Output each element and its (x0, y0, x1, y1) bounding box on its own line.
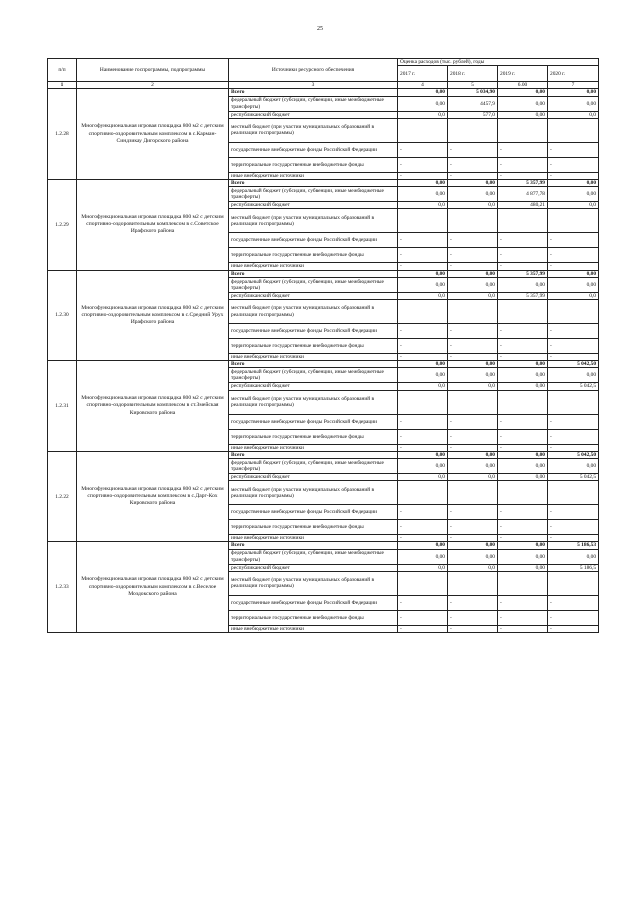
value-cell: - (498, 535, 548, 542)
row-number: 1.2.30 (48, 270, 77, 361)
source-label: государственные внебюджетные фонды Российской Федерации (229, 142, 398, 157)
value-cell (398, 300, 448, 324)
value-cell (448, 390, 498, 414)
value-cell: - (548, 414, 599, 429)
index-cell: 1 (48, 82, 77, 89)
value-cell: - (398, 339, 448, 354)
source-label: государственные внебюджетные фонды Российской Федерации (229, 324, 398, 339)
index-cell: 4 (398, 82, 448, 89)
value-cell (548, 300, 599, 324)
header-year: 2019 г. (498, 66, 548, 82)
value-cell: - (448, 610, 498, 625)
value-cell (498, 481, 548, 505)
value-cell: 0,00 (398, 542, 448, 549)
value-cell: - (498, 505, 548, 520)
source-label: республиканский бюджет (229, 111, 398, 118)
source-label: местный бюджет (при участии муниципальных образований в реализации госпрограммы) (229, 118, 398, 142)
project-name: Многофункциональная игровая площадка 800 м2 с детским спортивно-оздоровительным комплексом в с.Веселое Моздокского района (77, 542, 229, 633)
value-cell (398, 390, 448, 414)
value-cell: - (448, 429, 498, 444)
value-cell: 0,0 (398, 111, 448, 118)
value-cell: - (398, 263, 448, 270)
value-cell: 5 357,99 (498, 180, 548, 187)
value-cell: - (398, 595, 448, 610)
value-cell (498, 571, 548, 595)
value-cell: 5 042,5 (548, 383, 599, 390)
value-cell: 0,00 (398, 361, 448, 368)
value-cell: - (548, 444, 599, 451)
value-cell: - (448, 233, 498, 248)
value-cell: - (448, 444, 498, 451)
value-cell: - (548, 142, 599, 157)
value-cell: 0,00 (398, 96, 448, 111)
value-cell: - (548, 157, 599, 172)
value-cell: 0,00 (498, 277, 548, 292)
source-label: государственные внебюджетные фонды Российской Федерации (229, 595, 398, 610)
source-label: федеральный бюджет (субсидии, субвенции, иные межбюджетные трансферты) (229, 187, 398, 202)
page-number: 25 (317, 26, 323, 32)
value-cell: 0,0 (398, 474, 448, 481)
value-cell: 0,00 (498, 383, 548, 390)
source-label: государственные внебюджетные фонды Российской Федерации (229, 505, 398, 520)
value-cell: - (398, 610, 448, 625)
source-label: Всего (229, 89, 398, 96)
value-cell (448, 118, 498, 142)
value-cell: 0,0 (448, 292, 498, 299)
row-number: 1.2.28 (48, 89, 77, 180)
value-cell: - (498, 248, 548, 263)
project-name: Многофункциональная игровая площадка 800 м2 с детским спортивно-оздоровительным комплексом в с.Карман-Синдзикау Дигорского района (77, 89, 229, 180)
value-cell: 5 186,5 (548, 564, 599, 571)
index-cell: 6.00 (498, 82, 548, 89)
value-cell: 0,0 (448, 202, 498, 209)
value-cell: 0,00 (398, 549, 448, 564)
value-cell: 0,0 (548, 292, 599, 299)
value-cell: - (498, 324, 548, 339)
value-cell: - (448, 520, 498, 535)
value-cell: - (448, 505, 498, 520)
value-cell: 0,00 (398, 89, 448, 96)
value-cell (548, 118, 599, 142)
value-cell: 0,00 (498, 459, 548, 474)
source-label: местный бюджет (при участии муниципальных образований в реализации госпрограммы) (229, 300, 398, 324)
source-label: иные внебюджетные источники (229, 625, 398, 632)
value-cell: 0,00 (548, 459, 599, 474)
value-cell: 0,00 (398, 451, 448, 458)
source-label: Всего (229, 451, 398, 458)
value-cell: 5 042,50 (548, 361, 599, 368)
value-cell: 0,00 (448, 187, 498, 202)
source-label: иные внебюджетные источники (229, 263, 398, 270)
value-cell: 0,00 (498, 361, 548, 368)
source-label: территориальные государственные внебюджетные фонды (229, 520, 398, 535)
value-cell: 4457,9 (448, 96, 498, 111)
value-cell: 0,0 (548, 202, 599, 209)
value-cell: 0,00 (498, 96, 548, 111)
value-cell (398, 209, 448, 233)
value-cell: - (448, 248, 498, 263)
project-name: Многофункциональная игровая площадка 800 м2 с детским спортивно-оздоровительным комплексом в с.Советское Ирафского района (77, 180, 229, 271)
table-row (48, 451, 599, 458)
value-cell: 0,00 (448, 451, 498, 458)
value-cell: - (498, 625, 548, 632)
value-cell: 0,00 (498, 474, 548, 481)
project-name: Многофункциональная игровая площадка 800 м2 с детским спортивно-оздоровительным комплексом в с.Средний Урух Ирафского района (77, 270, 229, 361)
value-cell: - (498, 339, 548, 354)
source-label: федеральный бюджет (субсидии, субвенции, иные межбюджетные трансферты) (229, 96, 398, 111)
value-cell: - (498, 595, 548, 610)
header-source: Источники ресурсного обеспечения (229, 59, 398, 82)
value-cell: - (548, 354, 599, 361)
value-cell: - (398, 172, 448, 179)
index-cell: 7 (548, 82, 599, 89)
value-cell: 0,00 (448, 542, 498, 549)
value-cell: 5 034,90 (448, 89, 498, 96)
value-cell: 0,00 (498, 111, 548, 118)
value-cell: - (398, 625, 448, 632)
source-label: иные внебюджетные источники (229, 354, 398, 361)
table-row (48, 542, 599, 549)
source-label: республиканский бюджет (229, 202, 398, 209)
value-cell: 0,00 (398, 368, 448, 383)
value-cell: 577,0 (448, 111, 498, 118)
project-name: Многофункциональная игровая площадка 800 м2 с детским спортивно-оздоровительным комплексом в ст.Змейская Кировского района (77, 361, 229, 452)
value-cell: 0,00 (548, 96, 599, 111)
value-cell: 0,0 (398, 292, 448, 299)
value-cell: 0,00 (398, 187, 448, 202)
source-label: территориальные государственные внебюджетные фонды (229, 248, 398, 263)
value-cell: - (398, 157, 448, 172)
value-cell: 0,0 (398, 564, 448, 571)
index-cell: 3 (229, 82, 398, 89)
value-cell: 0,00 (548, 180, 599, 187)
source-label: иные внебюджетные источники (229, 172, 398, 179)
value-cell: 0,00 (498, 368, 548, 383)
value-cell (498, 118, 548, 142)
table-row (48, 180, 599, 187)
value-cell: - (498, 157, 548, 172)
source-label: территориальные государственные внебюджетные фонды (229, 610, 398, 625)
source-label: федеральный бюджет (субсидии, субвенции, иные межбюджетные трансферты) (229, 459, 398, 474)
value-cell: - (448, 535, 498, 542)
row-number: 1.2.33 (48, 542, 77, 633)
value-cell: 5 357,99 (498, 270, 548, 277)
value-cell: 0,0 (398, 202, 448, 209)
source-label: территориальные государственные внебюджетные фонды (229, 429, 398, 444)
value-cell: 4 877,78 (498, 187, 548, 202)
row-number: 1.2.29 (48, 180, 77, 271)
value-cell (448, 571, 498, 595)
value-cell: 0,0 (448, 383, 498, 390)
value-cell: - (548, 172, 599, 179)
source-label: государственные внебюджетные фонды Российской Федерации (229, 233, 398, 248)
header-num: п/п (48, 59, 77, 82)
value-cell: 0,00 (448, 270, 498, 277)
table-row (48, 89, 599, 96)
value-cell (498, 209, 548, 233)
source-label: местный бюджет (при участии муниципальных образований в реализации госпрограммы) (229, 571, 398, 595)
project-name: Многофункциональная игровая площадка 800 м2 с детским спортивно-оздоровительным комплексом в с.Дарг-Кох Кировского района (77, 451, 229, 542)
value-cell: - (448, 339, 498, 354)
value-cell: 0,00 (548, 187, 599, 202)
value-cell: 0,00 (448, 368, 498, 383)
value-cell (548, 481, 599, 505)
value-cell: - (548, 339, 599, 354)
header-name: Наименование госпрограммы, подпрограммы (77, 59, 229, 82)
index-cell: 2 (77, 82, 229, 89)
value-cell: - (498, 429, 548, 444)
value-cell: - (398, 520, 448, 535)
value-cell: 0,00 (448, 180, 498, 187)
table-body (48, 89, 599, 633)
value-cell: - (398, 142, 448, 157)
value-cell: - (398, 248, 448, 263)
value-cell: 5 042,50 (548, 451, 599, 458)
row-number: 1.2.22 (48, 451, 77, 542)
source-label: Всего (229, 180, 398, 187)
value-cell: - (398, 233, 448, 248)
source-label: федеральный бюджет (субсидии, субвенции, иные межбюджетные трансферты) (229, 277, 398, 292)
table-row (48, 270, 599, 277)
value-cell: - (448, 172, 498, 179)
value-cell: - (548, 610, 599, 625)
source-label: республиканский бюджет (229, 474, 398, 481)
source-label: Всего (229, 542, 398, 549)
source-label: территориальные государственные внебюджетные фонды (229, 339, 398, 354)
value-cell: - (548, 625, 599, 632)
value-cell: 480,21 (498, 202, 548, 209)
source-label: Всего (229, 361, 398, 368)
value-cell: 0,0 (448, 564, 498, 571)
value-cell: 0,00 (448, 361, 498, 368)
value-cell: 0,00 (448, 277, 498, 292)
value-cell: 0,00 (548, 368, 599, 383)
value-cell: 0,00 (498, 542, 548, 549)
value-cell: - (548, 505, 599, 520)
value-cell: - (548, 595, 599, 610)
value-cell: - (548, 535, 599, 542)
value-cell: - (398, 324, 448, 339)
value-cell (398, 571, 448, 595)
value-cell (498, 390, 548, 414)
value-cell: 0,00 (498, 451, 548, 458)
value-cell: 0,00 (398, 459, 448, 474)
value-cell: - (398, 414, 448, 429)
header-year: 2018 г. (448, 66, 498, 82)
value-cell: 5 186,53 (548, 542, 599, 549)
value-cell: - (548, 248, 599, 263)
value-cell: 0,00 (498, 564, 548, 571)
value-cell (448, 300, 498, 324)
value-cell: - (548, 233, 599, 248)
value-cell (548, 209, 599, 233)
value-cell: - (548, 324, 599, 339)
header-year: 2020 г. (548, 66, 599, 82)
value-cell (448, 209, 498, 233)
value-cell: - (548, 263, 599, 270)
source-label: республиканский бюджет (229, 383, 398, 390)
value-cell: - (498, 520, 548, 535)
value-cell: - (448, 354, 498, 361)
value-cell: - (548, 429, 599, 444)
value-cell: - (398, 429, 448, 444)
source-label: местный бюджет (при участии муниципальных образований в реализации госпрограммы) (229, 481, 398, 505)
row-number: 1.2.31 (48, 361, 77, 452)
value-cell (398, 481, 448, 505)
source-label: иные внебюджетные источники (229, 535, 398, 542)
source-label: иные внебюджетные источники (229, 444, 398, 451)
source-label: территориальные государственные внебюджетные фонды (229, 157, 398, 172)
header-estimate: Оценка расходов (тыс. рублей), годы (398, 59, 599, 66)
value-cell: - (398, 444, 448, 451)
value-cell: - (448, 142, 498, 157)
value-cell: - (448, 625, 498, 632)
value-cell: - (448, 414, 498, 429)
value-cell (548, 571, 599, 595)
value-cell: 0,00 (448, 549, 498, 564)
value-cell: 0,0 (548, 111, 599, 118)
index-cell: 5 (448, 82, 498, 89)
value-cell: 5 357,99 (498, 292, 548, 299)
value-cell: 0,0 (448, 474, 498, 481)
value-cell: 0,00 (398, 180, 448, 187)
budget-table (47, 58, 599, 633)
value-cell: - (498, 354, 548, 361)
source-label: местный бюджет (при участии муниципальных образований в реализации госпрограммы) (229, 390, 398, 414)
value-cell: - (448, 263, 498, 270)
value-cell: - (398, 354, 448, 361)
value-cell: - (398, 535, 448, 542)
header-year: 2017 г. (398, 66, 448, 82)
source-label: государственные внебюджетные фонды Российской Федерации (229, 414, 398, 429)
value-cell (498, 300, 548, 324)
value-cell: - (498, 142, 548, 157)
value-cell: 0,00 (548, 89, 599, 96)
value-cell (548, 390, 599, 414)
value-cell: - (448, 324, 498, 339)
value-cell: - (498, 610, 548, 625)
value-cell: 0,00 (498, 549, 548, 564)
value-cell: - (498, 444, 548, 451)
value-cell: - (498, 414, 548, 429)
value-cell: 0,00 (548, 549, 599, 564)
value-cell: 0,00 (548, 277, 599, 292)
source-label: республиканский бюджет (229, 564, 398, 571)
value-cell: - (448, 595, 498, 610)
value-cell: 0,00 (398, 277, 448, 292)
value-cell (398, 118, 448, 142)
value-cell: 0,0 (398, 383, 448, 390)
value-cell: - (398, 505, 448, 520)
value-cell: 0,00 (498, 89, 548, 96)
value-cell: 0,00 (448, 459, 498, 474)
value-cell: 5 042,5 (548, 474, 599, 481)
source-label: федеральный бюджет (субсидии, субвенции, иные межбюджетные трансферты) (229, 549, 398, 564)
value-cell: 0,00 (398, 270, 448, 277)
source-label: Всего (229, 270, 398, 277)
source-label: федеральный бюджет (субсидии, субвенции, иные межбюджетные трансферты) (229, 368, 398, 383)
source-label: местный бюджет (при участии муниципальных образований в реализации госпрограммы) (229, 209, 398, 233)
table-row (48, 361, 599, 368)
value-cell: - (448, 157, 498, 172)
value-cell: - (548, 520, 599, 535)
value-cell: - (498, 233, 548, 248)
value-cell: - (498, 172, 548, 179)
value-cell: - (498, 263, 548, 270)
value-cell (448, 481, 498, 505)
value-cell: 0,00 (548, 270, 599, 277)
source-label: республиканский бюджет (229, 292, 398, 299)
